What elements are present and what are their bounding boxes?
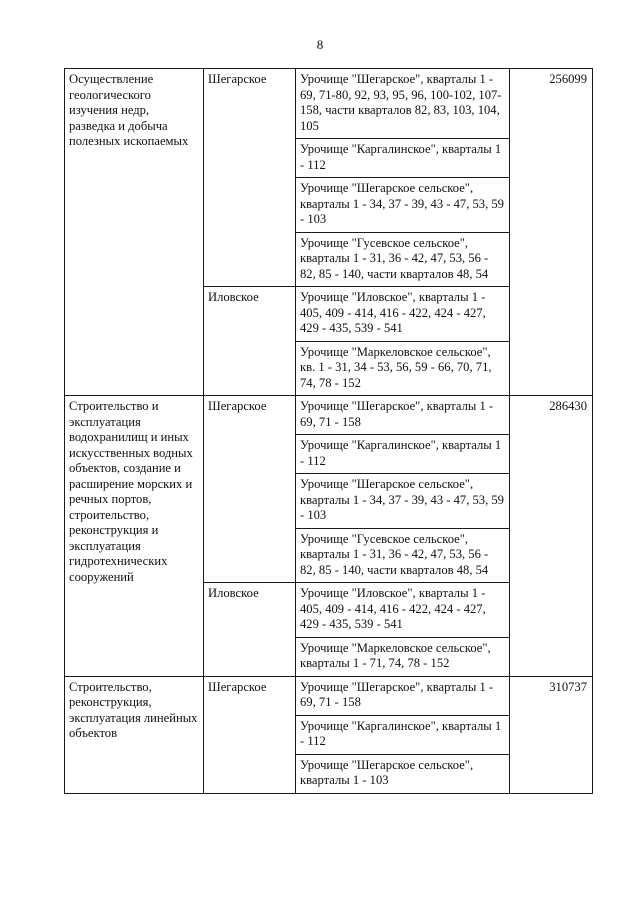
table-body: [65, 69, 593, 794]
forestry-cell: Шегарское: [204, 69, 296, 287]
forestry-cell: Иловское: [204, 583, 296, 677]
tract-cell: Урочище "Шегарское сельское", кварталы 1 - 34, 37 - 39, 43 - 47, 53, 59 - 103: [296, 178, 510, 233]
area-cell: 286430: [510, 396, 593, 677]
table-row: [65, 396, 593, 435]
tract-cell: Урочище "Иловское", кварталы 1 - 405, 409 - 414, 416 - 422, 424 - 427, 429 - 435, 539 - 541: [296, 583, 510, 638]
tract-cell: Урочище "Шегарское", кварталы 1 - 69, 71 - 158: [296, 676, 510, 715]
forestry-cell: Иловское: [204, 287, 296, 396]
table-row: [65, 69, 593, 139]
tract-cell: Урочище "Каргалинское", кварталы 1 - 112: [296, 139, 510, 178]
tract-cell: Урочище "Шегарское сельское", кварталы 1 - 34, 37 - 39, 43 - 47, 53, 59 - 103: [296, 474, 510, 529]
tract-cell: Урочище "Гусевское сельское", кварталы 1 - 31, 36 - 42, 47, 53, 56 - 82, 85 - 140, части кварталов 48, 54: [296, 528, 510, 583]
forestry-cell: Шегарское: [204, 396, 296, 583]
purpose-cell: Строительство и эксплуатация водохранилищ и иных искусственных водных объектов, создание и расширение морских и речных портов, строительство, реконструкция и эксплуатация гидротехнических сооружений: [65, 396, 204, 677]
tract-cell: Урочище "Иловское", кварталы 1 - 405, 409 - 414, 416 - 422, 424 - 427, 429 - 435, 539 - 541: [296, 287, 510, 342]
forest-use-table: [64, 68, 593, 794]
tract-cell: Урочище "Маркеловское сельское", кв. 1 - 31, 34 - 53, 56, 59 - 66, 70, 71, 74, 78 - 152: [296, 341, 510, 396]
purpose-cell: Осуществление геологического изучения недр, разведка и добыча полезных ископаемых: [65, 69, 204, 396]
tract-cell: Урочище "Шегарское", кварталы 1 - 69, 71 - 158: [296, 396, 510, 435]
area-cell: 310737: [510, 676, 593, 793]
table-row: [65, 676, 593, 715]
purpose-cell: Строительство, реконструкция, эксплуатация линейных объектов: [65, 676, 204, 793]
page-number: 8: [316, 37, 324, 52]
tract-cell: Урочище "Гусевское сельское", кварталы 1 - 31, 36 - 42, 47, 53, 56 - 82, 85 - 140, части кварталов 48, 54: [296, 232, 510, 287]
tract-cell: Урочище "Каргалинское", кварталы 1 - 112: [296, 435, 510, 474]
forestry-cell: Шегарское: [204, 676, 296, 793]
area-cell: 256099: [510, 69, 593, 396]
tract-cell: Урочище "Шегарское", кварталы 1 - 69, 71-80, 92, 93, 95, 96, 100-102, 107-158, части кварталов 82, 83, 103, 104, 105: [296, 69, 510, 139]
tract-cell: Урочище "Каргалинское", кварталы 1 - 112: [296, 715, 510, 754]
tract-cell: Урочище "Маркеловское сельское", кварталы 1 - 71, 74, 78 - 152: [296, 637, 510, 676]
tract-cell: Урочище "Шегарское сельское", кварталы 1 - 103: [296, 754, 510, 793]
